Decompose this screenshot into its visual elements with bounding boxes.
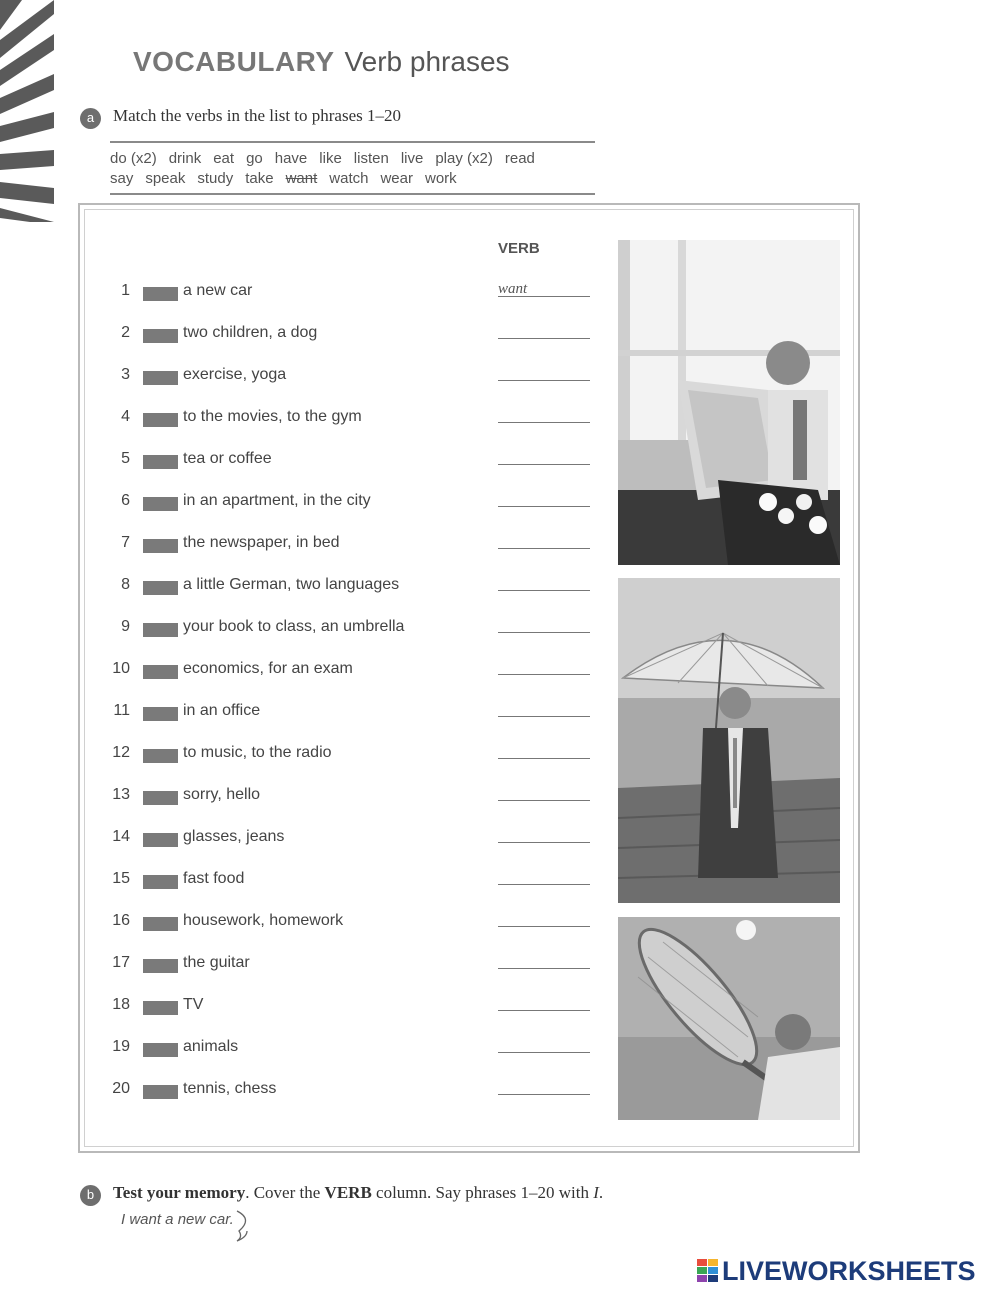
phrase-text: in an office	[183, 702, 261, 719]
phrase-number: 15	[112, 870, 130, 887]
phrase-text: to music, to the radio	[183, 744, 332, 761]
phrase-row	[0, 450, 600, 480]
phrase-number: 7	[121, 534, 130, 551]
word-list-item: play (x2)	[435, 150, 493, 167]
phrase-text: exercise, yoga	[183, 366, 287, 383]
example-speech	[121, 1211, 234, 1228]
answer-line[interactable]	[498, 716, 590, 717]
word-list-item: want	[285, 170, 318, 187]
section-b-verb-word: VERB	[324, 1183, 372, 1202]
answer-line[interactable]	[498, 800, 590, 801]
phrase-number: 9	[121, 618, 130, 635]
phrase-row	[0, 576, 600, 606]
word-list-item: take	[245, 170, 274, 187]
phrase-row	[0, 618, 600, 648]
phrase-number: 17	[112, 954, 130, 971]
verb-blank	[143, 833, 178, 847]
word-list-item: live	[400, 150, 424, 167]
phrase-text: to the movies, to the gym	[183, 408, 362, 425]
liveworksheets-logo-icon	[697, 1259, 719, 1283]
phrase-number: 3	[121, 366, 130, 383]
word-list-item: read	[504, 150, 535, 167]
verb-blank	[143, 329, 178, 343]
section-b-badge: b	[80, 1185, 101, 1206]
word-list-item: say	[110, 170, 134, 187]
phrase-row	[0, 324, 600, 354]
phrase-number: 12	[112, 744, 130, 761]
phrase-row	[0, 1080, 600, 1110]
phrase-text: economics, for an exam	[183, 660, 353, 677]
answer-line[interactable]	[498, 758, 590, 759]
answer-line[interactable]	[498, 1094, 590, 1095]
answer-line[interactable]	[498, 590, 590, 591]
verb-blank	[143, 371, 178, 385]
phrase-number: 13	[112, 786, 130, 803]
phrase-row	[0, 870, 600, 900]
phrase-row	[0, 1038, 600, 1068]
man-with-umbrella-photo	[618, 578, 840, 903]
phrase-text: TV	[183, 996, 204, 1013]
page-title	[133, 46, 510, 78]
section-b-text-2: column. Say phrases 1–20 with	[371, 1183, 594, 1202]
phrase-number: 6	[121, 492, 130, 509]
section-b-text-1: . Cover the	[245, 1183, 325, 1202]
answer-line[interactable]	[498, 884, 590, 885]
phrase-number: 18	[112, 996, 130, 1013]
phrase-row	[0, 744, 600, 774]
verb-blank	[143, 581, 178, 595]
phrase-text: a little German, two languages	[183, 576, 400, 593]
answer-line[interactable]	[498, 506, 590, 507]
section-a-instruction: Match the verbs in the list to phrases 1–20	[113, 106, 402, 125]
title-verb-phrases: Verb phrases	[344, 46, 510, 77]
verb-blank	[143, 497, 178, 511]
speech-bubble-icon	[233, 1209, 263, 1243]
phrase-number: 19	[112, 1038, 130, 1055]
section-b-instruction	[113, 1183, 603, 1203]
word-list-item: speak	[145, 170, 186, 187]
phrase-text: sorry, hello	[183, 786, 261, 803]
phrase-number: 5	[121, 450, 130, 467]
verb-blank	[143, 791, 178, 805]
word-list-box	[110, 141, 595, 195]
phrase-text: fast food	[183, 870, 245, 887]
answer-line[interactable]	[498, 842, 590, 843]
word-list-row-1	[110, 150, 547, 167]
answer-line[interactable]	[498, 548, 590, 549]
phrase-text: animals	[183, 1038, 239, 1055]
title-vocabulary: VOCABULARY	[133, 46, 335, 77]
verb-blank	[143, 287, 178, 301]
phrase-row	[0, 492, 600, 522]
answer-line[interactable]	[498, 1010, 590, 1011]
phrase-row	[0, 408, 600, 438]
phrase-number: 10	[112, 660, 130, 677]
man-reading-newspaper-photo	[618, 240, 840, 565]
word-list-item: listen	[353, 150, 389, 167]
phrase-row	[0, 828, 600, 858]
answer-line[interactable]	[498, 926, 590, 927]
verb-blank	[143, 623, 178, 637]
tennis-player-photo	[618, 917, 840, 1120]
phrase-number: 1	[121, 282, 130, 299]
phrase-text: housework, homework	[183, 912, 344, 929]
verb-blank	[143, 959, 178, 973]
phrase-number: 16	[112, 912, 130, 929]
verb-blank	[143, 1001, 178, 1015]
verb-blank	[143, 455, 178, 469]
sunburst-decoration	[0, 0, 54, 222]
word-list-item: drink	[168, 150, 202, 167]
answer-line[interactable]	[498, 674, 590, 675]
phrase-text: tea or coffee	[183, 450, 272, 467]
answer-text: want	[498, 281, 528, 297]
test-your-memory-label: Test your memory	[113, 1183, 246, 1202]
section-b-text-3: .	[598, 1183, 604, 1202]
verb-blank	[143, 749, 178, 763]
word-list-item: like	[319, 150, 342, 167]
phrase-row	[0, 786, 600, 816]
answer-line[interactable]	[498, 968, 590, 969]
answer-line[interactable]	[498, 422, 590, 423]
phrase-row	[0, 534, 600, 564]
section-b-pronoun: I	[593, 1183, 599, 1202]
word-list-item: wear	[380, 170, 413, 187]
verb-blank	[143, 539, 178, 553]
brand-name: LIVEWORKSHEETS	[722, 1255, 976, 1286]
phrase-row	[0, 366, 600, 396]
verb-blank	[143, 1043, 178, 1057]
example-sentence: I want a new car.	[121, 1211, 234, 1228]
phrase-text: glasses, jeans	[183, 828, 285, 845]
phrase-row	[0, 282, 600, 312]
answer-line[interactable]	[498, 1052, 590, 1053]
phrase-row	[0, 702, 600, 732]
verb-blank	[143, 665, 178, 679]
phrase-number: 8	[121, 576, 130, 593]
word-list-item: have	[274, 150, 308, 167]
verb-blank	[143, 875, 178, 889]
word-list-item: do (x2)	[110, 150, 157, 167]
phrase-text: two children, a dog	[183, 324, 318, 341]
phrase-text: tennis, chess	[183, 1080, 277, 1097]
phrase-number: 20	[112, 1080, 130, 1097]
word-list-item: go	[246, 150, 263, 167]
verb-blank	[143, 1085, 178, 1099]
answer-line[interactable]	[498, 380, 590, 381]
phrase-text: the newspaper, in bed	[183, 534, 340, 551]
phrase-number: 11	[113, 702, 130, 719]
answer-line[interactable]	[498, 338, 590, 339]
phrase-text: a new car	[183, 282, 253, 299]
phrase-row	[0, 660, 600, 690]
phrase-text: in an apartment, in the city	[183, 492, 371, 509]
phrase-row	[0, 996, 600, 1026]
phrase-number: 4	[121, 408, 130, 425]
phrase-number: 2	[121, 324, 130, 341]
word-list-item: watch	[329, 170, 369, 187]
answer-line[interactable]	[498, 464, 590, 465]
verb-column-header: VERB	[498, 240, 540, 257]
answer-line[interactable]	[498, 632, 590, 633]
section-a-badge: a	[80, 108, 101, 129]
phrase-row	[0, 912, 600, 942]
phrase-number: 14	[112, 828, 130, 845]
phrase-text: your book to class, an umbrella	[183, 618, 405, 635]
word-list-item: eat	[213, 150, 235, 167]
verb-blank	[143, 917, 178, 931]
phrase-text: the guitar	[183, 954, 250, 971]
word-list-item: work	[424, 170, 457, 187]
word-list-item: study	[197, 170, 234, 187]
liveworksheets-logo	[697, 1256, 976, 1286]
verb-blank	[143, 413, 178, 427]
verb-blank	[143, 707, 178, 721]
word-list-row-2	[110, 170, 469, 187]
phrase-row	[0, 954, 600, 984]
